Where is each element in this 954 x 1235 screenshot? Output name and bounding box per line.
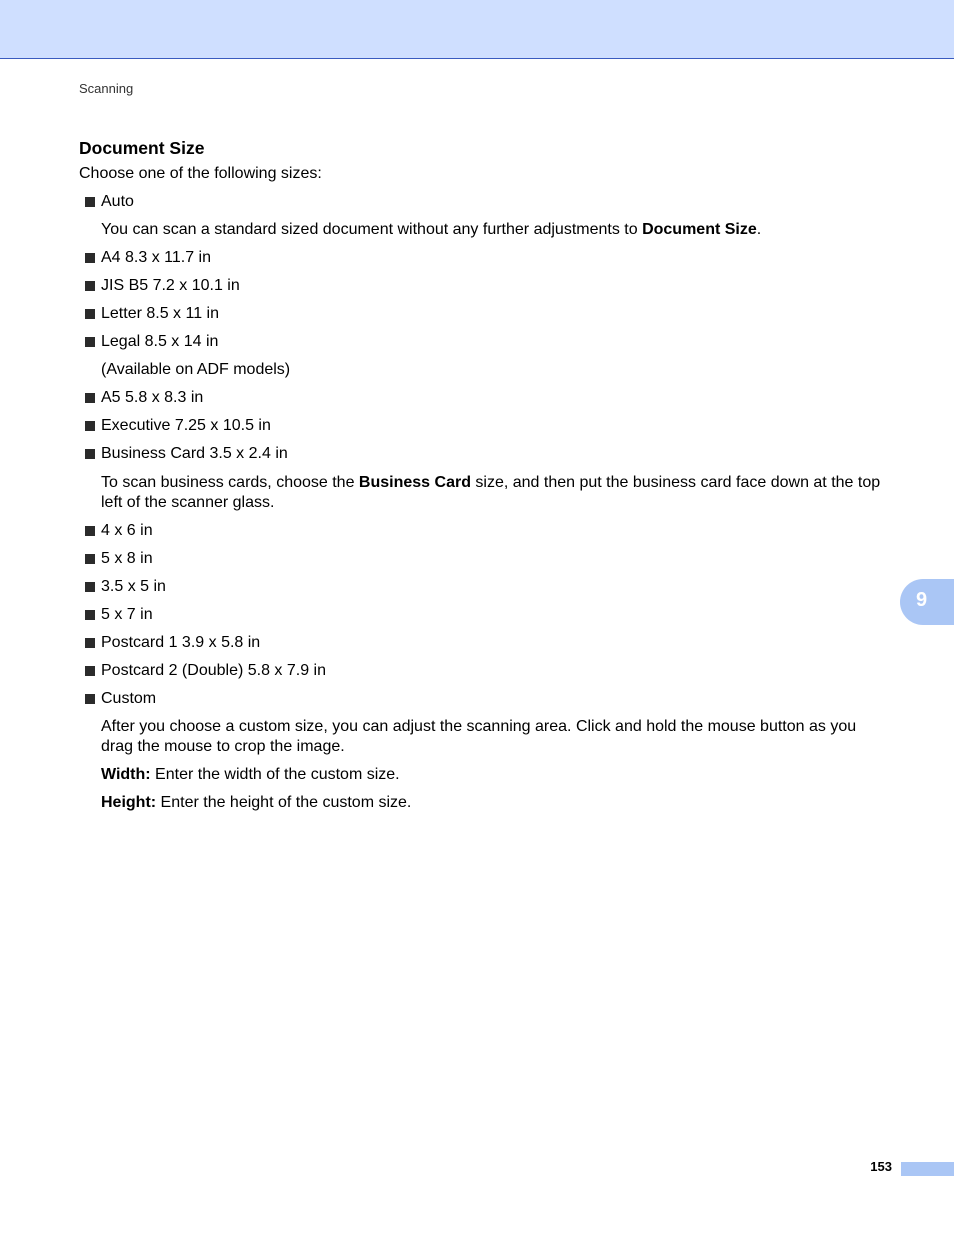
item-label: 3.5 x 5 in bbox=[101, 578, 166, 595]
list-item-executive bbox=[79, 416, 889, 444]
height-description bbox=[79, 793, 889, 813]
list-item-4x6 bbox=[79, 521, 889, 549]
intro-text: Choose one of the following sizes: bbox=[79, 165, 322, 182]
desc-bold: Business Card bbox=[358, 474, 471, 491]
list-item-custom bbox=[79, 689, 889, 717]
item-label: JIS B5 7.2 x 10.1 in bbox=[101, 277, 240, 294]
square-bullet-icon bbox=[85, 694, 95, 704]
list-item-jis-b5 bbox=[79, 276, 889, 304]
list-item-business-card bbox=[79, 444, 889, 472]
item-label: Business Card 3.5 x 2.4 in bbox=[101, 445, 288, 462]
square-bullet-icon bbox=[85, 337, 95, 347]
square-bullet-icon bbox=[85, 421, 95, 431]
desc-text-end: size, and then put the business card face down at the top left of the scanner glass. bbox=[101, 474, 881, 511]
square-bullet-icon bbox=[85, 638, 95, 648]
width-text: Enter the width of the custom size. bbox=[150, 766, 400, 783]
item-label: 5 x 7 in bbox=[101, 606, 153, 623]
width-label: Width: bbox=[101, 766, 151, 783]
running-header: Scanning bbox=[79, 81, 134, 96]
desc-text: To scan business cards, choose the bbox=[101, 474, 359, 491]
item-label: Postcard 2 (Double) 5.8 x 7.9 in bbox=[101, 662, 327, 679]
section-title: Document Size bbox=[79, 138, 205, 158]
business-card-description bbox=[79, 473, 889, 513]
item-label: 5 x 8 in bbox=[101, 550, 153, 567]
auto-description bbox=[79, 220, 889, 240]
page-content bbox=[79, 136, 889, 821]
square-bullet-icon bbox=[85, 309, 95, 319]
square-bullet-icon bbox=[85, 281, 95, 291]
item-label: Custom bbox=[101, 690, 157, 707]
desc-text: You can scan a standard sized document without any further adjustments to bbox=[101, 221, 643, 238]
list-item-5x8 bbox=[79, 549, 889, 577]
item-label: A4 8.3 x 11.7 in bbox=[101, 249, 211, 266]
page-number: 153 bbox=[870, 1159, 892, 1174]
header-band bbox=[0, 0, 954, 59]
legal-note: (Available on ADF models) bbox=[101, 361, 291, 378]
list-item-legal bbox=[79, 332, 889, 360]
square-bullet-icon bbox=[85, 666, 95, 676]
desc-bold: Document Size bbox=[642, 221, 757, 238]
width-description bbox=[79, 765, 889, 785]
list-item-letter bbox=[79, 304, 889, 332]
chapter-tab bbox=[900, 579, 954, 625]
list-item-a4 bbox=[79, 248, 889, 276]
list-item-5x7 bbox=[79, 605, 889, 633]
item-label: A5 5.8 x 8.3 in bbox=[101, 389, 204, 406]
item-label: Letter 8.5 x 11 in bbox=[101, 305, 219, 322]
square-bullet-icon bbox=[85, 393, 95, 403]
list-item-a5 bbox=[79, 388, 889, 416]
square-bullet-icon bbox=[85, 197, 95, 207]
square-bullet-icon bbox=[85, 582, 95, 592]
item-label: Executive 7.25 x 10.5 in bbox=[101, 417, 271, 434]
list-item-auto bbox=[79, 192, 889, 220]
custom-description: After you choose a custom size, you can adjust the scanning area. Click and hold the mouse button as you drag the mouse to crop the image. bbox=[101, 718, 857, 755]
item-label: Auto bbox=[101, 193, 134, 210]
square-bullet-icon bbox=[85, 526, 95, 536]
desc-end: . bbox=[756, 221, 762, 238]
item-label: Postcard 1 3.9 x 5.8 in bbox=[101, 634, 261, 651]
square-bullet-icon bbox=[85, 554, 95, 564]
square-bullet-icon bbox=[85, 610, 95, 620]
list-item-3-5x5 bbox=[79, 577, 889, 605]
height-label: Height: bbox=[101, 794, 157, 811]
square-bullet-icon bbox=[85, 449, 95, 459]
footer-bar bbox=[901, 1162, 954, 1176]
height-text: Enter the height of the custom size. bbox=[156, 794, 412, 811]
square-bullet-icon bbox=[85, 253, 95, 263]
item-label: 4 x 6 in bbox=[101, 522, 153, 539]
list-item-postcard-2 bbox=[79, 661, 889, 689]
chapter-number: 9 bbox=[916, 589, 928, 611]
item-label: Legal 8.5 x 14 in bbox=[101, 333, 219, 350]
list-item-postcard-1 bbox=[79, 633, 889, 661]
